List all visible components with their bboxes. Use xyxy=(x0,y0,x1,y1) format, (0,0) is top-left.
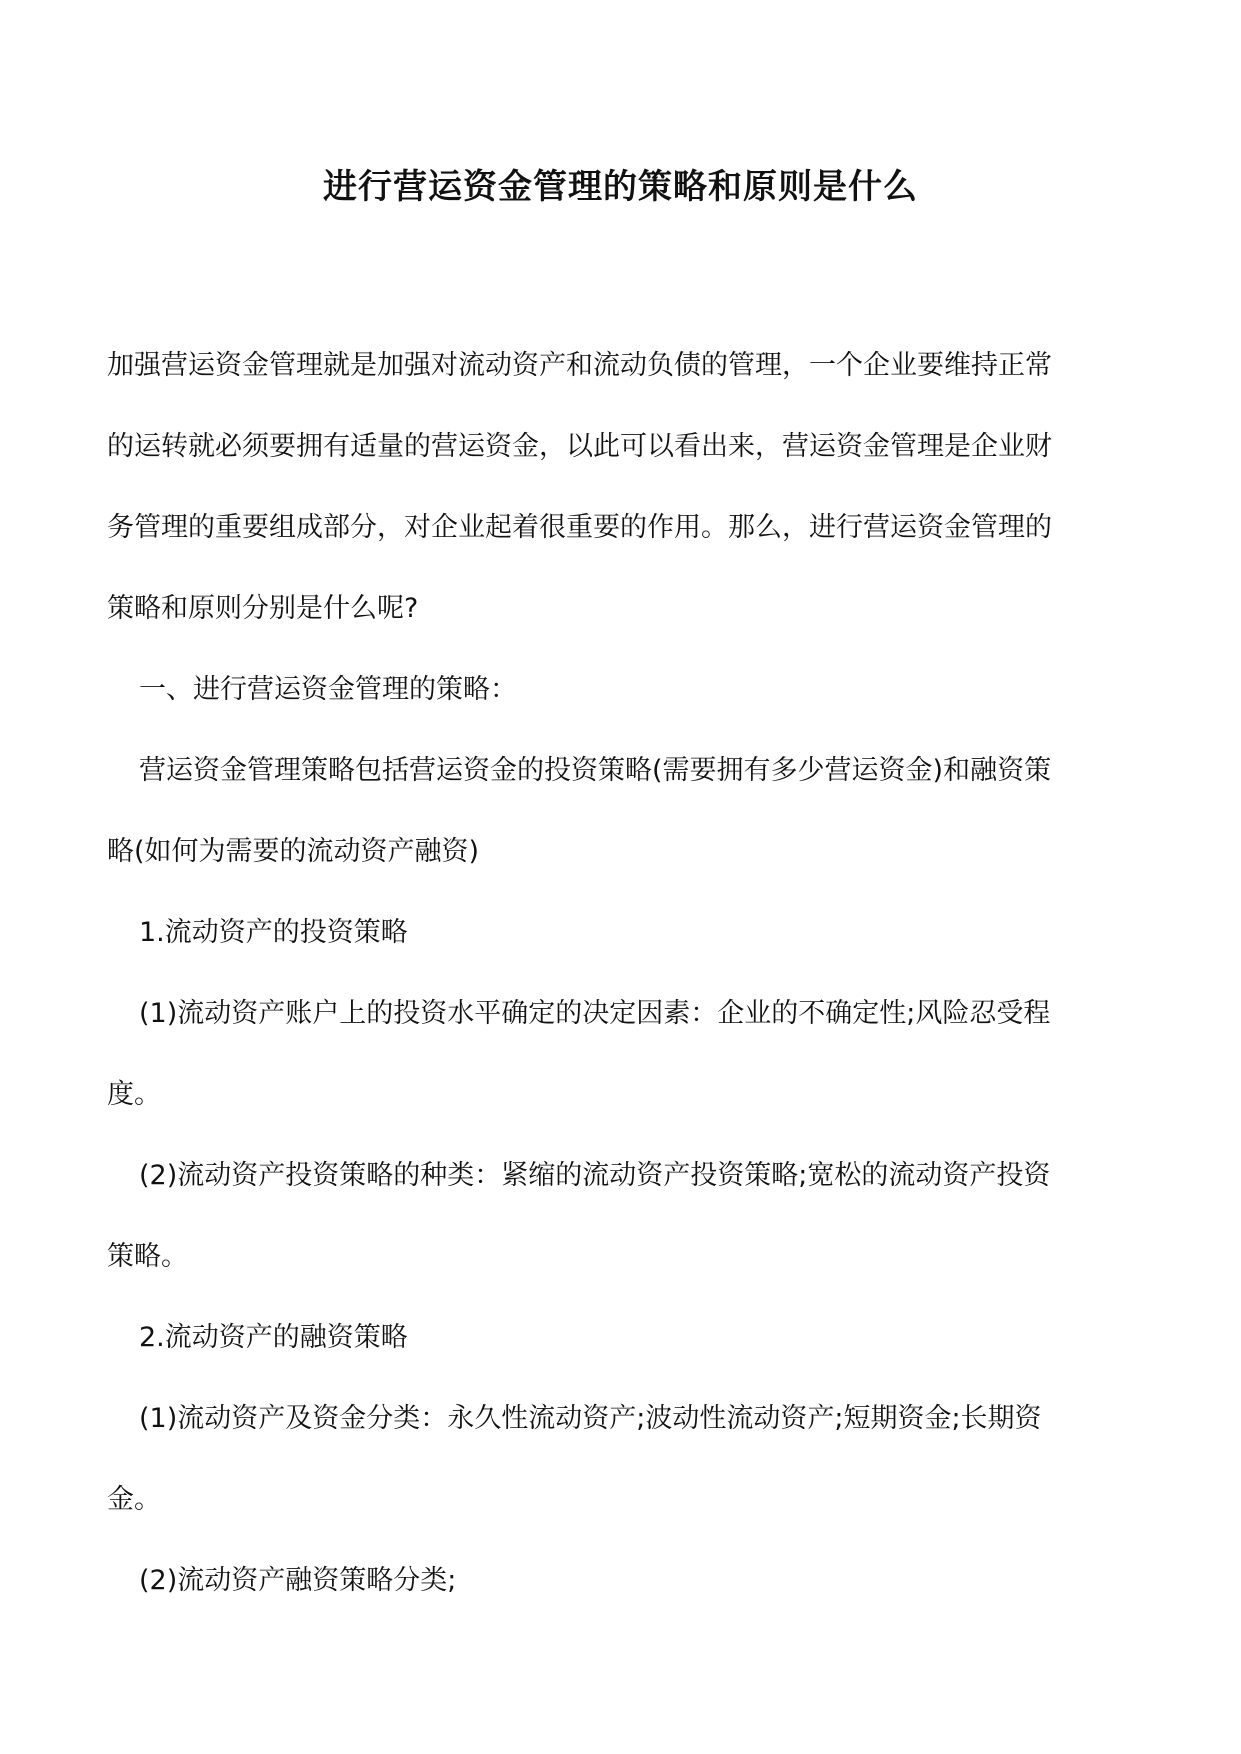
paragraph-line-8: 度。 xyxy=(107,1079,161,1110)
paragraph-line-10: 策略。 xyxy=(107,1241,188,1272)
section-heading-1: 一、进行营运资金管理的策略： xyxy=(139,674,517,705)
paragraph-line-3: 务管理的重要组成部分，对企业起着很重要的作用。那么，进行营运资金管理的 xyxy=(107,512,1052,543)
paragraph-line-2: 的运转就必须要拥有适量的营运资金，以此可以看出来，营运资金管理是企业财 xyxy=(107,431,1052,462)
paragraph-line-13: (2)流动资产融资策略分类; xyxy=(139,1565,457,1596)
subheading-2: 2.流动资产的融资策略 xyxy=(139,1322,408,1353)
paragraph-line-11: (1)流动资产及资金分类：永久性流动资产;波动性流动资产;短期资金;长期资 xyxy=(139,1403,1042,1434)
subheading-1: 1.流动资产的投资策略 xyxy=(139,917,408,948)
paragraph-line-7: (1)流动资产账户上的投资水平确定的决定因素：企业的不确定性;风险忍受程 xyxy=(139,998,1051,1029)
document-title: 进行营运资金管理的策略和原则是什么 xyxy=(323,167,918,207)
paragraph-line-4: 策略和原则分别是什么呢? xyxy=(107,593,419,624)
paragraph-line-12: 金。 xyxy=(107,1484,161,1515)
paragraph-line-9: (2)流动资产投资策略的种类：紧缩的流动资产投资策略;宽松的流动资产投资 xyxy=(139,1160,1051,1191)
paragraph-line-6: 略(如何为需要的流动资产融资) xyxy=(107,836,480,867)
paragraph-line-1: 加强营运资金管理就是加强对流动资产和流动负债的管理，一个企业要维持正常 xyxy=(107,350,1052,381)
paragraph-line-5: 营运资金管理策略包括营运资金的投资策略(需要拥有多少营运资金)和融资策 xyxy=(139,755,1052,786)
